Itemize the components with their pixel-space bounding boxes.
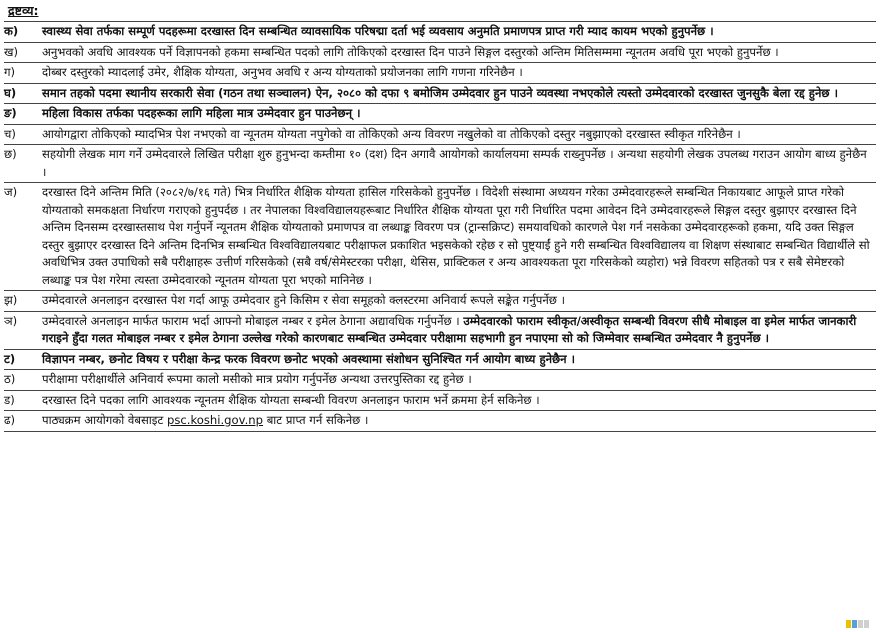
note-row-chha	[4, 145, 876, 183]
note-text: सहयोगी लेखक माग गर्ने उम्मेदवारले लिखित परीक्षा शुरु हुनुभन्दा कम्तीमा १० (दश) दिन अगावै आयोगको कार्यालयमा सम्पर्क राख्नुपर्नेछ । अन्यथा सहयोगी लेखक उपलब्ध गराउन आयोग बाध्य हुनेछैन ।	[42, 145, 876, 183]
note-row-gha	[4, 83, 876, 104]
notes-document	[4, 2, 876, 432]
note-text	[42, 311, 876, 349]
note-text: महिला विकास तर्फका पदहरूका लागि महिला मात्र उम्मेदवार हुन पाउनेछन् ।	[42, 104, 876, 125]
registration-mark	[846, 620, 851, 628]
note-row-ga	[4, 63, 876, 84]
note-text: अनुभवको अवधि आवश्यक पर्ने विज्ञापनको हकमा सम्बन्धित पदको लागि तोकिएको दरखास्त दिन पाउने सिङ्गल दस्तुरको अन्तिम मितिसम्ममा न्यूनतम अवधि पूरा भएको हुनुपर्नेछ ।	[42, 42, 876, 63]
note-row-ka	[4, 22, 876, 43]
note-label: ङ)	[4, 104, 42, 125]
note-row-nga	[4, 104, 876, 125]
note-label: ग)	[4, 63, 42, 84]
note-text: दरखास्त दिने अन्तिम मिति (२०८२/७/१६ गते) भित्र निर्धारित शैक्षिक योग्यता हासिल गरिसकेको हुनुपर्नेछ । विदेशी संस्थामा अध्ययन गरेका उम्मेदवारहरूले सम्बन्धित निकायबाट आफूले प्राप्त गरेको योग्यताको समकक्षता निर्धारण गराएको हुनुपर्दछ । तर नेपालका विश्वविद्यालयहरूबाट निर्धारित शैक्षिक योग्यता पूरा गरी निर्धारित पदमा आवेदन दिने उम्मेदवारहरूले सिङ्गल दस्तुर बुझाएर दरखास्त दिने अन्तिम दिनसम्म दरखास्तसाथ पेश गर्नुपर्ने न्यूनतम शैक्षिक योग्यताको प्रमाणपत्र वा लब्धाङ्क विवरण पत्र (ट्रान्सक्रिप्ट) समयावधिको कारणले पेश गर्न नसकेका उम्मेदवारहरूको हकमा, यदि उक्त सिङ्गल दस्तुर बुझाएर दरखास्त दिने अन्तिम दिनभित्र सम्बन्धित विश्वविद्यालयबाट परीक्षाफल प्रकाशित भइसकेको रहेछ र सो पुष्ट्याईं हुने गरी सम्बन्धित विश्वविद्यालय वा शिक्षण संस्थाबाट सम्बन्धित विद्यार्थीले सो अवधिभित्र उक्त उपाधिको सबै परीक्षाहरू उत्तीर्ण गरिसकेको (सबै वर्ष/सेमेस्टरका परीक्षा, थेसिस, प्राक्टिकल र अन्य आवश्यकता पूरा गरिसकेको व्यहोरा) भन्ने विवरण सहितको पत्र र सबै सेमेष्टरको लब्धाङ्क पत्र पेश गरेमा त्यस्ता उम्मेदवारको न्यूनतम योग्यता पूरा भएको मानिनेछ ।	[42, 183, 876, 291]
note-text: दोब्बर दस्तुरको म्यादलाई उमेर, शैक्षिक योग्यता, अनुभव अवधि र अन्य योग्यताको प्रयोजनका लागि गणना गरिनेछैन ।	[42, 63, 876, 84]
note-label: ट)	[4, 349, 42, 370]
note-label: ञ)	[4, 311, 42, 349]
note-text-after: बाट प्राप्त गर्न सकिनेछ ।	[266, 413, 369, 427]
note-label: ड)	[4, 390, 42, 411]
note-text: विज्ञापन नम्बर, छनोट विषय र परीक्षा केन्द्र फरक विवरण छनोट भएको अवस्थामा संशोधन सुनिश्चित गर्न आयोग बाध्य हुनेछैन ।	[42, 349, 876, 370]
note-label: ढ)	[4, 411, 42, 432]
note-label: ख)	[4, 42, 42, 63]
note-label: क)	[4, 22, 42, 43]
notes-table	[4, 21, 876, 432]
note-row-tha	[4, 370, 876, 391]
note-text	[42, 411, 876, 432]
color-registration-marks	[845, 613, 885, 621]
note-label: घ)	[4, 83, 42, 104]
note-row-nya	[4, 311, 876, 349]
note-text: समान तहको पदमा स्थानीय सरकारी सेवा (गठन तथा सञ्चालन) ऐन, २०८० को दफा ९ बमोजिम उम्मेदवार हुन पाउने व्यवस्था नभएकोले त्यस्तो उम्मेदवारको दरखास्त जुनसुकै बेला रद्द हुनेछ ।	[42, 83, 876, 104]
note-label: ठ)	[4, 370, 42, 391]
note-label: ज)	[4, 183, 42, 291]
note-row-da	[4, 390, 876, 411]
note-text: स्वास्थ्य सेवा तर्फका सम्पूर्ण पदहरूमा दरखास्त दिन सम्बन्धित व्यावसायिक परिषद्मा दर्ता भई व्यवसाय अनुमति प्रमाणपत्र प्राप्त गरी म्याद कायम भएको हुनुपर्नेछ ।	[42, 22, 876, 43]
website-link[interactable]: psc.koshi.gov.np	[167, 413, 263, 427]
note-row-kha	[4, 42, 876, 63]
note-text-before: पाठ्यक्रम आयोगको वेबसाइट	[42, 413, 164, 427]
note-label: च)	[4, 124, 42, 145]
note-text: परीक्षामा परीक्षार्थीले अनिवार्य रूपमा कालो मसीको मात्र प्रयोग गर्नुपर्नेछ अन्यथा उत्तरपुस्तिका रद्द हुनेछ ।	[42, 370, 876, 391]
note-text-normal: उम्मेदवारले अनलाइन मार्फत फाराम भर्दा आफ्नो मोबाइल नम्बर र इमेल ठेगाना अद्यावधिक गर्नुपर्नेछ ।	[42, 313, 460, 328]
note-row-cha	[4, 124, 876, 145]
note-label: झ)	[4, 291, 42, 312]
note-row-ja	[4, 183, 876, 291]
registration-mark	[858, 620, 863, 628]
note-text-bold: उम्मेदवारको फाराम स्वीकृत/अस्वीकृत सम्बन्धी विवरण सीधै मोबाइल वा इमेल मार्फत जानकारी गराइने हुँदा गलत मोबाइल नम्बर र इमेल ठेगाना उल्लेख गरेको कारणबाट सम्बन्धित उम्मेदवार परीक्षामा सहभागी हुन नपाएमा सो को जिम्मेवार सम्बन्धित उम्मेदवार नै हुनुपर्नेछ ।	[42, 313, 857, 345]
note-text: आयोगद्वारा तोकिएको म्यादभित्र पेश नभएको वा न्यूनतम योग्यता नपुगेको वा तोकिएको अन्य विवरण नखुलेको वा तोकिएको दस्तुर नबुझाएको दरखास्त स्वीकृत गरिनेछैन ।	[42, 124, 876, 145]
registration-mark	[864, 620, 869, 628]
registration-mark	[852, 620, 857, 628]
notes-heading: द्रष्टव्य:	[8, 3, 39, 18]
note-text: दरखास्त दिने पदका लागि आवश्यक न्यूनतम शैक्षिक योग्यता सम्बन्धी विवरण अनलाइन फाराम भर्ने क्रममा हेर्न सकिनेछ ।	[42, 390, 876, 411]
note-label: छ)	[4, 145, 42, 183]
note-row-dha	[4, 411, 876, 432]
note-row-ta	[4, 349, 876, 370]
note-row-jha	[4, 291, 876, 312]
note-text: उम्मेदवारले अनलाइन दरखास्त पेश गर्दा आफू उम्मेदवार हुने किसिम र सेवा समूहको क्लस्टरमा अनिवार्य रूपले सङ्केत गर्नुपर्नेछ ।	[42, 291, 876, 312]
